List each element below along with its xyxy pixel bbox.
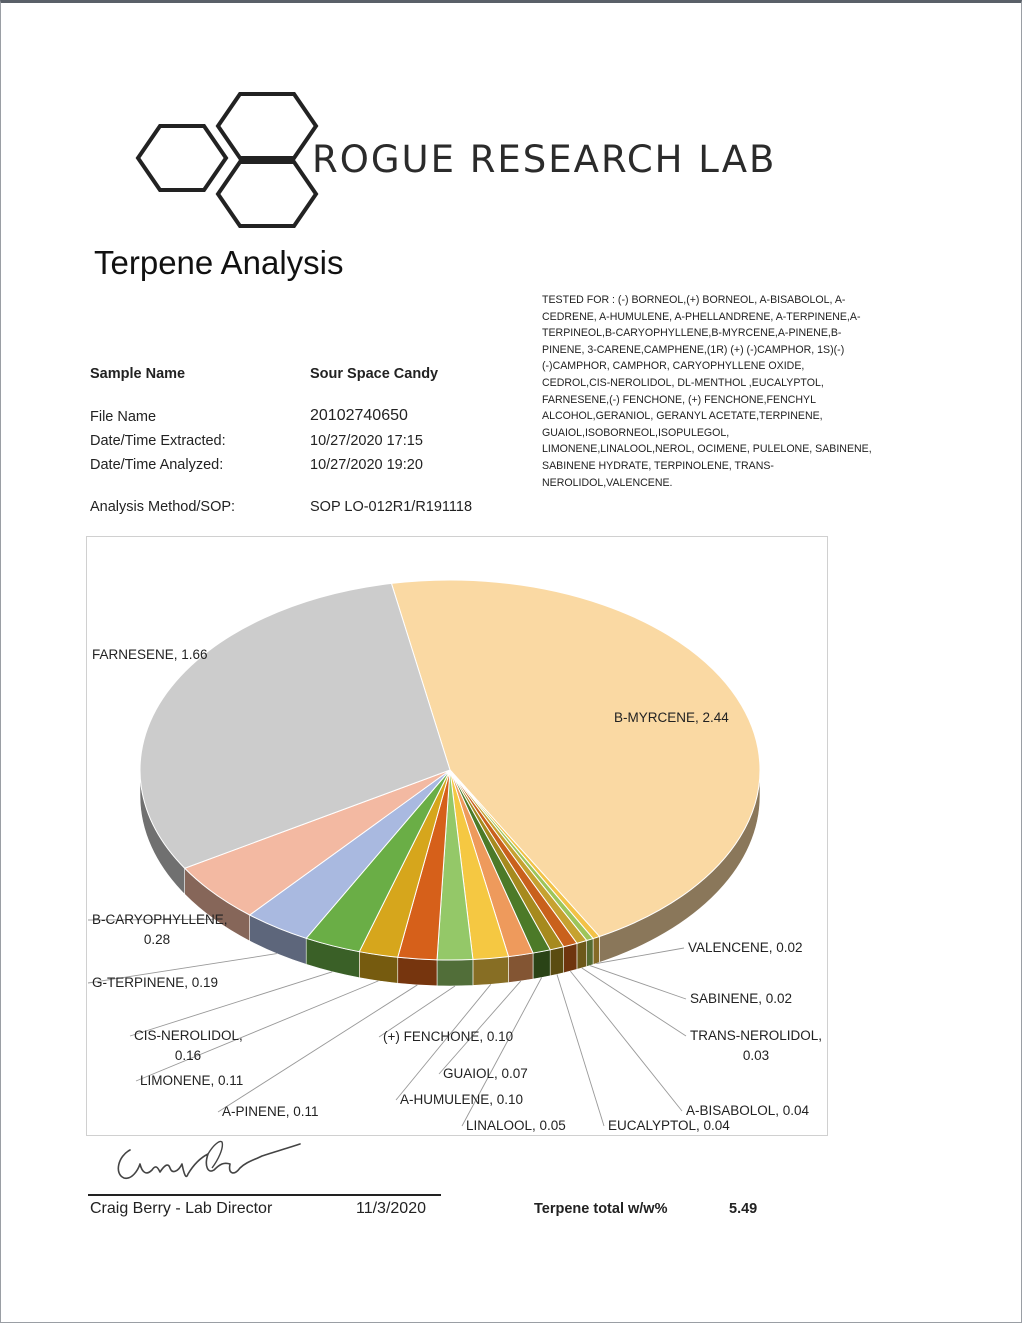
sample-name-label: Sample Name — [90, 366, 186, 382]
pie-label-b-myrcene — [614, 710, 729, 725]
signature-line — [88, 1194, 441, 1196]
slice-label-guaiol: GUAIOL, 0.07 — [443, 1066, 528, 1081]
pie-side-trans-nerolidol — [577, 941, 587, 970]
terpene-total-label: Terpene total w/w% — [534, 1201, 668, 1217]
slice-label-trans-nerolidol: TRANS-NEROLIDOL, 0.03 — [690, 1028, 823, 1063]
slice-label-cis-nerolidol: CIS-NEROLIDOL, 0.16 — [134, 1028, 243, 1063]
pie-label--fenchone — [379, 986, 513, 1044]
slice-label-valencene: VALENCENE, 0.02 — [688, 940, 803, 955]
pie-label-a-pinene — [218, 985, 417, 1119]
pie-side-a-pinene — [398, 957, 437, 986]
terpene-total-value: 5.49 — [729, 1201, 758, 1217]
pie-side-eucalyptol — [550, 947, 563, 976]
pie-label-b-caryophyllene — [88, 912, 228, 947]
slice-label-a-pinene: A-PINENE, 0.11 — [222, 1104, 319, 1119]
leader-line-guaiol — [439, 981, 521, 1074]
slice-label-g-terpinene: G-TERPINENE, 0.19 — [92, 975, 219, 990]
analyzed-value: 10/27/2020 19:20 — [310, 457, 423, 473]
leader-line-a-pinene — [218, 985, 417, 1112]
method-label: Analysis Method/SOP: — [90, 499, 236, 515]
signature-icon — [104, 1134, 304, 1190]
extracted-label: Date/Time Extracted: — [90, 433, 226, 449]
pie-label-farnesene — [92, 647, 208, 662]
slice-label-eucalyptol: EUCALYPTOL, 0.04 — [608, 1118, 730, 1133]
pie-side-a-humulene — [473, 957, 509, 986]
signature-date: 11/3/2020 — [356, 1200, 426, 1217]
slice-label-b-myrcene: B-MYRCENE, 2.44 — [614, 710, 729, 725]
slice-label-farnesene: FARNESENE, 1.66 — [92, 647, 208, 662]
page-title: Terpene Analysis — [94, 244, 344, 281]
pie-label-sabinene — [590, 966, 792, 1006]
pie-side-sabinene — [587, 939, 593, 967]
method-value: SOP LO-012R1/R191118 — [310, 499, 473, 515]
pie-side-guaiol — [509, 953, 533, 983]
signer-name: Craig Berry - Lab Director — [90, 1200, 273, 1217]
pie-label-a-humulene — [396, 984, 523, 1107]
pie-side-a-bisabolol — [564, 943, 577, 972]
lab-name: ROGUE RESEARCH LAB — [312, 138, 777, 181]
slice-label-linalool: LINALOOL, 0.05 — [466, 1118, 566, 1133]
slice-label--fenchone: (+) FENCHONE, 0.10 — [383, 1029, 514, 1044]
tested-for-list: TESTED FOR : (-) BORNEOL,(+) BORNEOL, A-BISABOLOL, A-CEDRENE, A-HUMULENE, A-PHELLANDRENE, A-TERPINENE,A-TERPINEOL,B-CARYOPHYLLENE,B-MYRCENE,A-PINENE,B-PINENE, 3-CARENE,CAMPHENE,(1R) (+) (-)CAMPHOR, 1S)(-)(-)CAMPHOR, CAMPHOR, CARYOPHYLLENE OXIDE, CEDROL,CIS-NEROLIDOL, DL-MENTHOL ,EUCALYPTOL, FARNESENE,(-) FENCHONE, (+) FENCHONE,FENCHYL ALCOHOL,GERANIOL, GERANYL ACETATE,TERPINENE, GUAIOL,ISOBORNEOL,ISOPULEGOL, LIMONENE,LINALOOL,NEROL, OCIMENE, PULELONE, SABINENE, SABINENE HYDRATE, TERPINOLENE, TRANS-NEROLIDOL,VALENCENE. — [542, 294, 872, 489]
extracted-value: 10/27/2020 17:15 — [310, 433, 423, 449]
pie-label-g-terpinene — [88, 954, 277, 990]
file-name-label: File Name — [90, 409, 157, 425]
slice-label-a-humulene: A-HUMULENE, 0.10 — [400, 1092, 524, 1107]
sample-name-value: Sour Space Candy — [310, 366, 439, 382]
file-name-value: 20102740650 — [310, 407, 408, 424]
slice-label-sabinene: SABINENE, 0.02 — [690, 991, 793, 1006]
leader-line-eucalyptol — [557, 974, 604, 1126]
leader-line-trans-nerolidol — [582, 968, 686, 1036]
slice-label-limonene: LIMONENE, 0.11 — [140, 1073, 244, 1088]
pie-side-linalool — [533, 950, 550, 979]
pie-side--fenchone — [437, 959, 473, 986]
analyzed-label: Date/Time Analyzed: — [90, 457, 224, 473]
pie-side-valencene — [593, 936, 599, 964]
slice-label-a-bisabolol: A-BISABOLOL, 0.04 — [686, 1103, 810, 1118]
pie-label-trans-nerolidol — [582, 968, 822, 1063]
slice-label-b-caryophyllene: B-CARYOPHYLLENE, 0.28 — [92, 912, 228, 947]
